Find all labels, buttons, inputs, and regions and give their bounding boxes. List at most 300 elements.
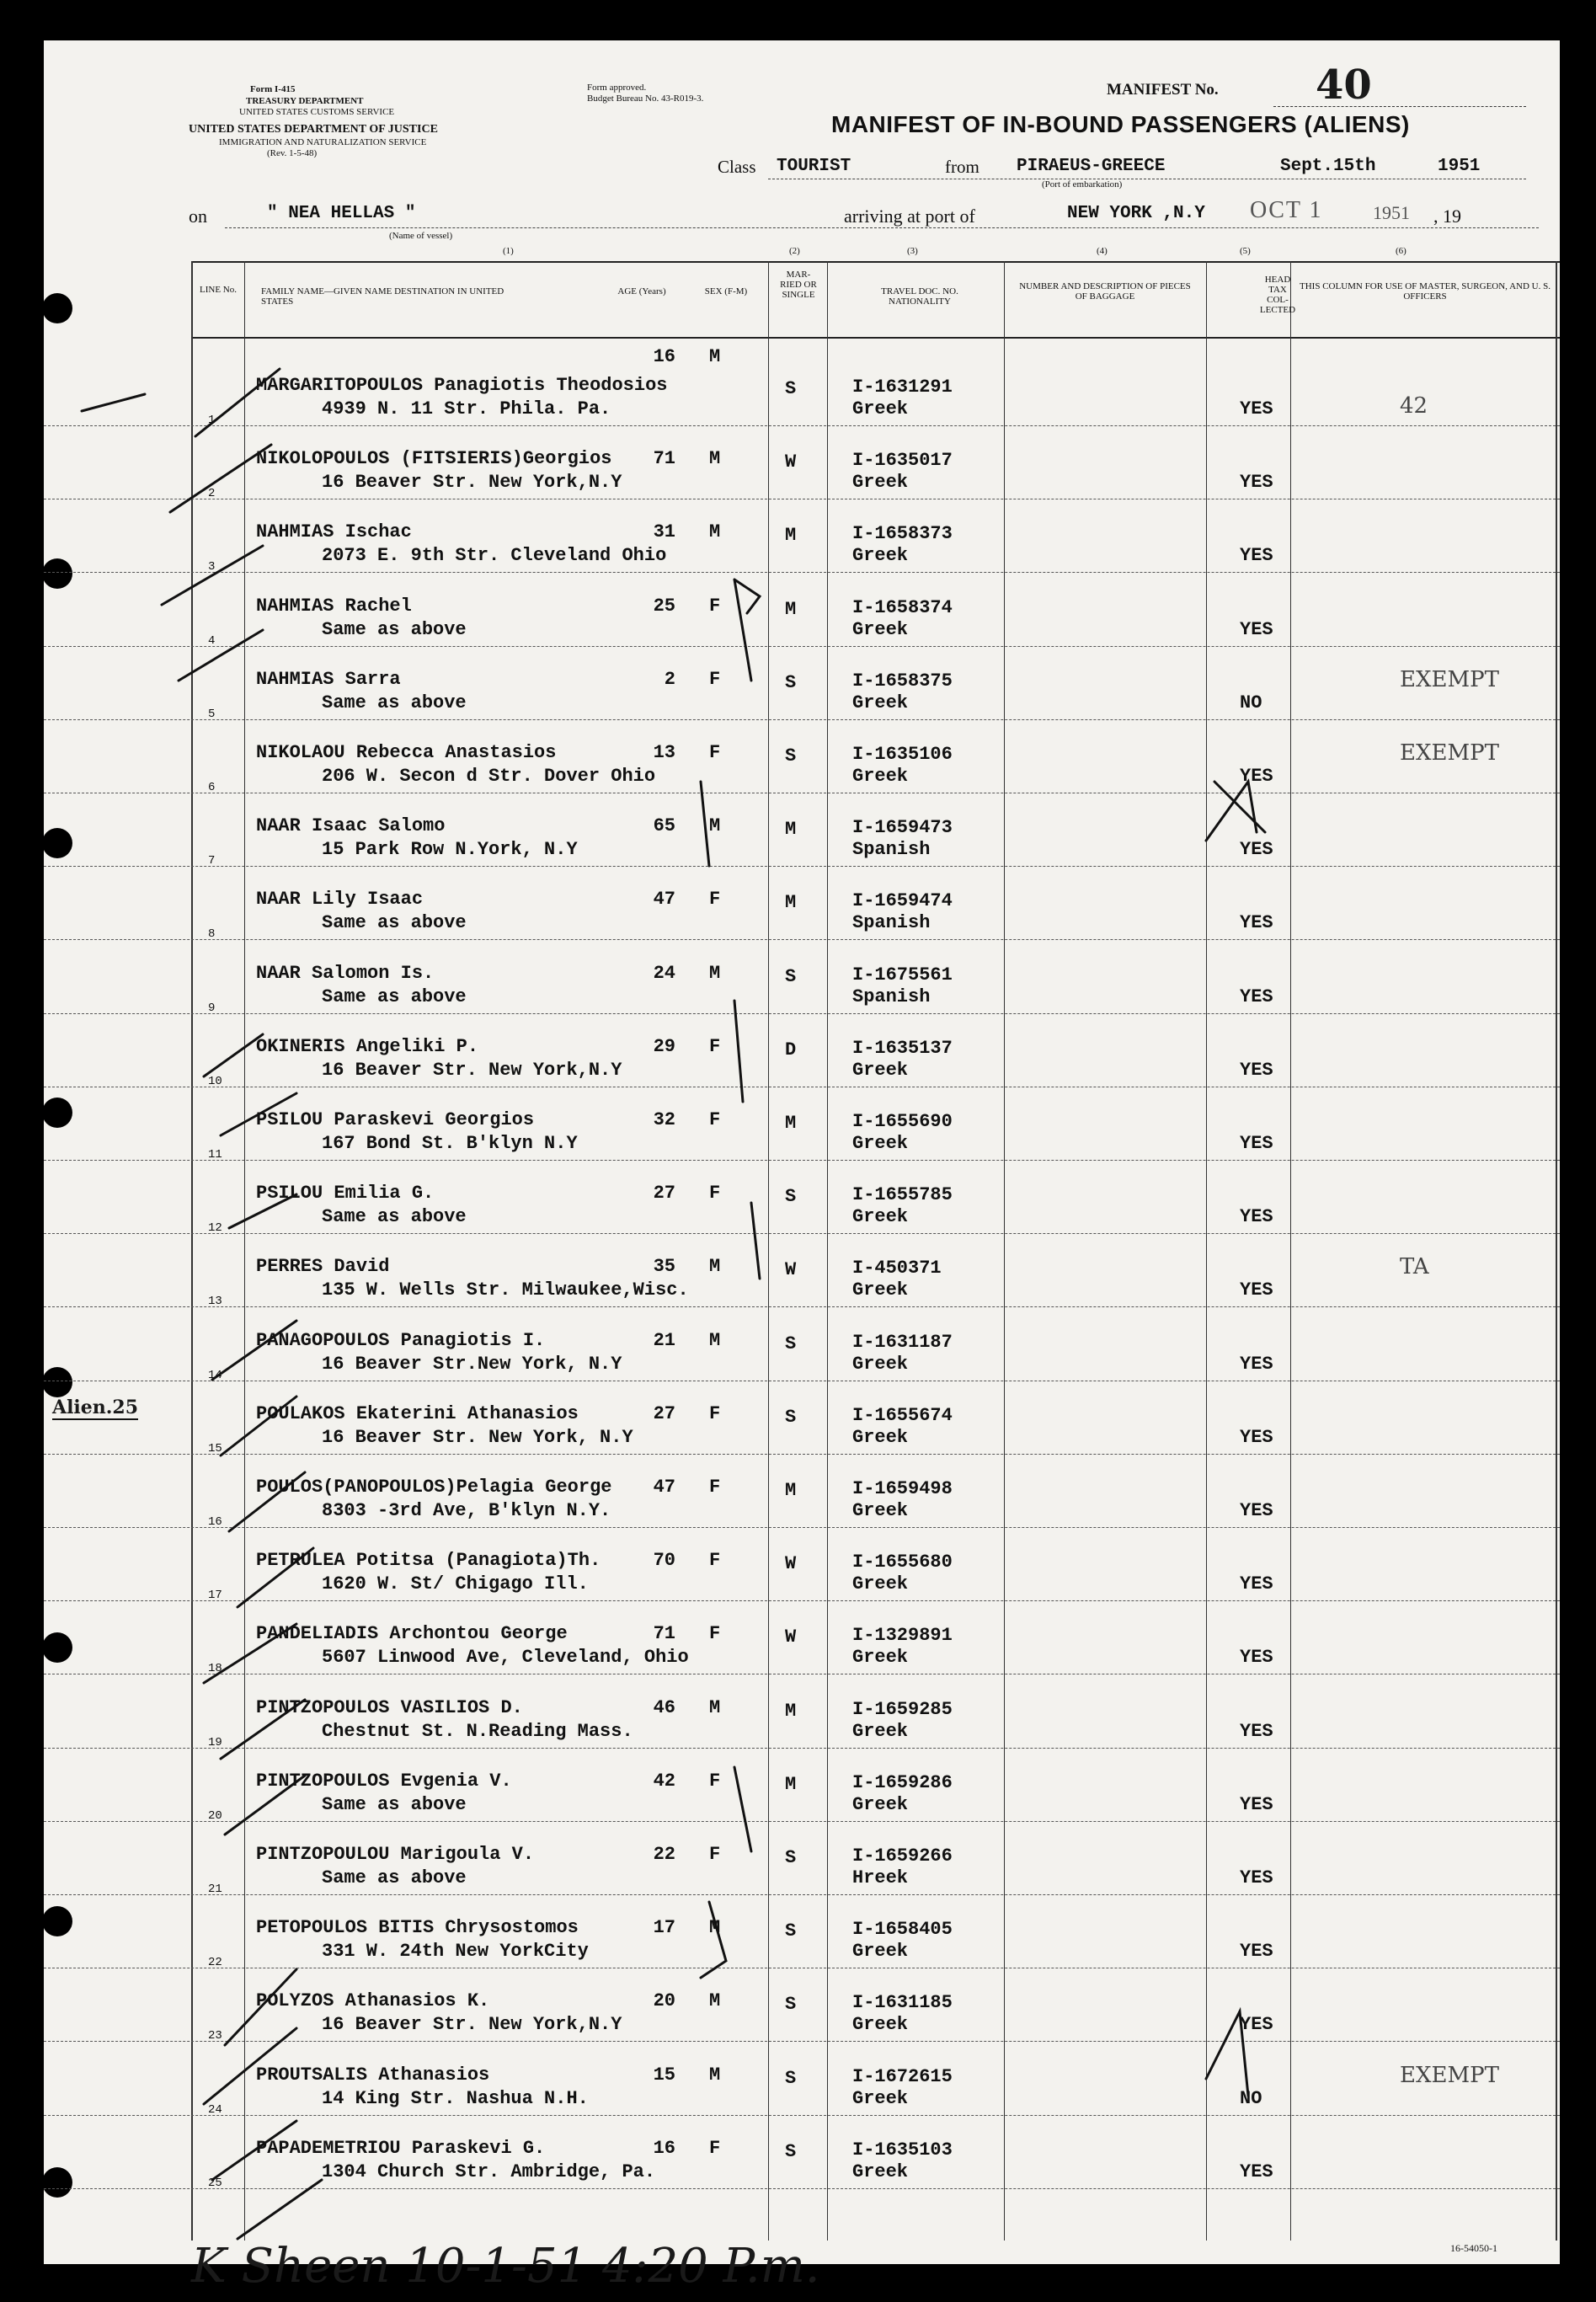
destination: Same as above <box>322 1867 467 1888</box>
passenger-name: NIKOLOPOULOS (FITSIERIS)Georgios <box>256 448 612 470</box>
head-tax: YES <box>1240 1647 1273 1669</box>
alien-count: Alien.25 <box>52 1397 139 1418</box>
nationality: Spanish <box>852 839 931 861</box>
age: 46 <box>653 1696 675 1718</box>
handwritten-checkmarks <box>44 40 1560 2264</box>
official-note: 42 <box>1400 393 1428 419</box>
head-tax: YES <box>1240 1867 1273 1888</box>
manifest-label: MANIFEST No. <box>1107 81 1219 99</box>
head-tax: YES <box>1240 985 1273 1007</box>
sex: F <box>709 1844 721 1865</box>
travel-doc: I-1635017 <box>852 450 953 472</box>
destination: 331 W. 24th New YorkCity <box>322 1941 589 1963</box>
check-mark <box>179 630 263 681</box>
marital-status: M <box>785 1113 797 1134</box>
official-note: EXEMPT <box>1400 666 1499 692</box>
nationality: Greek <box>852 618 909 640</box>
handwritten-bracket <box>734 1001 743 1102</box>
check-mark <box>238 1548 313 1607</box>
arrival-port: NEW YORK ,N.Y <box>1067 204 1205 223</box>
col-num-2: (2) <box>789 246 800 256</box>
travel-doc: I-1659266 <box>852 1845 953 1867</box>
marital-status: M <box>785 819 797 841</box>
nationality: Greek <box>852 2160 909 2182</box>
head-tax: YES <box>1240 1941 1273 1963</box>
check-mark <box>195 369 280 436</box>
sex: F <box>709 1477 721 1498</box>
nationality: Greek <box>852 1353 909 1375</box>
sex: F <box>709 1109 721 1130</box>
header-line-no: LINE No. <box>200 285 237 295</box>
sex: M <box>709 1329 721 1351</box>
check-mark <box>225 1969 296 2045</box>
check-mark <box>221 1093 296 1135</box>
passenger-name: MARGARITOPOULOS Panagiotis Theodosios <box>256 375 668 396</box>
nationality: Greek <box>852 1941 909 1963</box>
destination: Same as above <box>322 692 467 713</box>
marital-status: S <box>785 671 797 693</box>
age: 27 <box>653 1183 675 1204</box>
passenger-name: NAAR Lily Isaac <box>256 889 424 911</box>
destination: 206 W. Secon d Str. Dover Ohio <box>322 766 656 787</box>
dept-ins: IMMIGRATION AND NATURALIZATION SERVICE <box>219 137 427 147</box>
travel-doc: I-1658375 <box>852 670 953 692</box>
line-number: 21 <box>208 1883 222 1896</box>
marital-status: S <box>785 1333 797 1354</box>
head-tax: YES <box>1240 1279 1273 1301</box>
departure-date: Sept.15th <box>1280 157 1376 176</box>
check-mark <box>229 1472 305 1531</box>
age: 35 <box>653 1256 675 1278</box>
marital-status: M <box>785 892 797 914</box>
sex: M <box>709 2064 721 2086</box>
sex: F <box>709 668 721 690</box>
sex: M <box>709 1256 721 1278</box>
travel-doc: I-1635137 <box>852 1037 953 1059</box>
age: 70 <box>653 1550 675 1572</box>
form-footer-code: 16-54050-1 <box>1450 2242 1497 2254</box>
marital-status: S <box>785 2140 797 2162</box>
passenger-name: PETRULEA Potitsa (Panagiota)Th. <box>256 1550 601 1572</box>
age: 42 <box>653 1770 675 1792</box>
marital-status: M <box>785 525 797 547</box>
destination: 1620 W. St/ Chigago Ill. <box>322 1573 589 1595</box>
line-number: 13 <box>208 1295 222 1309</box>
nationality: Greek <box>852 1500 909 1521</box>
age: 21 <box>653 1329 675 1351</box>
nationality: Greek <box>852 545 909 567</box>
travel-doc: I-1655674 <box>852 1404 953 1426</box>
dept-justice: UNITED STATES DEPARTMENT OF JUSTICE <box>189 123 438 136</box>
age: 24 <box>653 962 675 984</box>
line-number: 11 <box>208 1148 222 1162</box>
age: 25 <box>653 595 675 617</box>
sex: F <box>709 889 721 911</box>
travel-doc: I-1655690 <box>852 1111 953 1132</box>
head-tax: YES <box>1240 1133 1273 1154</box>
head-tax: YES <box>1240 545 1273 567</box>
passenger-name: NAAR Salomon Is. <box>256 962 435 984</box>
check-mark <box>225 1776 305 1835</box>
head-tax: YES <box>1240 1353 1273 1375</box>
line-number: 19 <box>208 1735 222 1749</box>
nationality: Greek <box>852 472 909 494</box>
travel-doc: I-1675561 <box>852 964 953 985</box>
marital-status: S <box>785 2067 797 2089</box>
passenger-name: PSILOU Emilia G. <box>256 1183 435 1204</box>
age: 29 <box>653 1035 675 1057</box>
line-number: 2 <box>208 487 216 501</box>
nationality: Greek <box>852 2014 909 2036</box>
age: 15 <box>653 2064 675 2086</box>
age: 16 <box>653 2137 675 2159</box>
nationality: Greek <box>852 2087 909 2109</box>
check-mark <box>221 1397 296 1455</box>
age: 20 <box>653 1990 675 2012</box>
head-tax: YES <box>1240 766 1273 787</box>
line-number: 4 <box>208 633 216 648</box>
passenger-name: NAHMIAS Ischac <box>256 521 412 543</box>
marital-status: W <box>785 451 797 473</box>
handwritten-f <box>734 580 760 681</box>
class-label: Class <box>718 157 756 177</box>
destination: Same as above <box>322 618 467 640</box>
destination: 16 Beaver Str. New York, N.Y <box>322 1426 633 1448</box>
line-number: 25 <box>208 2176 222 2190</box>
passenger-name: POULOS(PANOPOULOS)Pelagia George <box>256 1477 612 1498</box>
travel-doc: I-1659474 <box>852 890 953 912</box>
rev-date: (Rev. 1-5-48) <box>267 148 318 158</box>
travel-doc: I-1655785 <box>852 1184 953 1206</box>
passenger-name: POULAKOS Ekaterini Athanasios <box>256 1402 579 1424</box>
handwritten-bracket <box>701 782 709 866</box>
travel-doc: I-450371 <box>852 1258 942 1279</box>
age: 16 <box>653 346 675 367</box>
sex: M <box>709 448 721 470</box>
tax-mark <box>1214 782 1265 832</box>
sex: F <box>709 1035 721 1057</box>
header-married: MAR- RIED OR SINGLE <box>780 270 817 300</box>
line-number: 24 <box>208 2102 222 2117</box>
sex: M <box>709 1917 721 1939</box>
age: 2 <box>664 668 675 690</box>
check-mark <box>204 1624 296 1683</box>
destination: 16 Beaver Str. New York,N.Y <box>322 2014 622 2036</box>
destination: 4939 N. 11 Str. Phila. Pa. <box>322 398 611 419</box>
marital-status: M <box>785 598 797 620</box>
dept-customs: UNITED STATES CUSTOMS SERVICE <box>239 107 395 117</box>
nationality: Spanish <box>852 912 931 934</box>
age: 47 <box>653 1477 675 1498</box>
marital-status: D <box>785 1039 797 1060</box>
check-mark <box>204 1034 263 1076</box>
destination: Same as above <box>322 1206 467 1228</box>
head-tax: NO <box>1240 692 1262 713</box>
travel-doc: I-1659498 <box>852 1478 953 1499</box>
nationality: Greek <box>852 1793 909 1815</box>
official-note: EXEMPT <box>1400 2062 1499 2088</box>
marital-status: S <box>785 1186 797 1208</box>
nationality: Greek <box>852 1279 909 1301</box>
header-tax: HEAD TAX COL- LECTED <box>1259 275 1296 315</box>
check-mark <box>170 445 271 512</box>
line-number: 10 <box>208 1074 222 1088</box>
nationality: Greek <box>852 1206 909 1228</box>
passenger-name: PETOPOULOS BITIS Chrysostomos <box>256 1917 579 1939</box>
marital-status: M <box>785 1480 797 1501</box>
travel-doc: I-1659286 <box>852 1771 953 1793</box>
header-doc: TRAVEL DOC. NO. NATIONALITY <box>881 286 958 307</box>
head-tax: YES <box>1240 2160 1273 2182</box>
destination: 5607 Linwood Ave, Cleveland, Ohio <box>322 1647 689 1669</box>
destination: 15 Park Row N.York, N.Y <box>322 839 578 861</box>
manifest-page <box>44 40 1560 2294</box>
destination: 1304 Church Str. Ambridge, Pa. <box>322 2160 656 2182</box>
line-number: 9 <box>208 1001 216 1015</box>
destination: Chestnut St. N.Reading Mass. <box>322 1720 633 1742</box>
tax-mark <box>1206 2011 1248 2096</box>
age: 31 <box>653 521 675 543</box>
check-mark <box>229 1194 296 1228</box>
nationality: Greek <box>852 398 909 419</box>
header-officers: THIS COLUMN FOR USE OF MASTER, SURGEON, AND U. S. OFFICERS <box>1300 281 1551 302</box>
marital-status: S <box>785 965 797 987</box>
travel-doc: I-1659285 <box>852 1698 953 1720</box>
vessel-name: " NEA HELLAS " <box>267 204 416 223</box>
age: 22 <box>653 1844 675 1865</box>
line-number: 22 <box>208 1956 222 1970</box>
header-age: AGE (Years) <box>617 286 666 296</box>
marital-status: S <box>785 1994 797 2016</box>
passenger-name: PINTZOPOULOS Evgenia V. <box>256 1770 512 1792</box>
destination: 14 King Str. Nashua N.H. <box>322 2087 589 2109</box>
col-num-4: (4) <box>1097 246 1108 256</box>
destination: 16 Beaver Str. New York,N.Y <box>322 1059 622 1081</box>
check-mark <box>212 1321 296 1380</box>
age: 65 <box>653 815 675 837</box>
sex: F <box>709 742 721 763</box>
sex: M <box>709 1990 721 2012</box>
nationality: Greek <box>852 1059 909 1081</box>
from-label: from <box>945 157 979 177</box>
head-tax: YES <box>1240 1573 1273 1595</box>
passenger-name: OKINERIS Angeliki P. <box>256 1035 479 1057</box>
marital-status: W <box>785 1553 797 1575</box>
check-mark <box>162 546 263 605</box>
form-approved: Form approved. <box>587 83 647 93</box>
passenger-name: NAAR Isaac Salomo <box>256 815 446 837</box>
travel-doc: I-1658373 <box>852 523 953 545</box>
header-sex: SEX (F-M) <box>704 286 748 296</box>
handwritten-f <box>751 1203 760 1279</box>
passenger-name: PANDELIADIS Archontou George <box>256 1623 568 1645</box>
marital-status: M <box>785 1700 797 1722</box>
official-note: EXEMPT <box>1400 740 1499 766</box>
form-id: Form I-415 <box>250 84 296 94</box>
destination: 16 Beaver Str. New York,N.Y <box>322 472 622 494</box>
tax-mark <box>1206 782 1257 841</box>
sex: F <box>709 1183 721 1204</box>
marital-status: S <box>785 1920 797 1942</box>
passenger-name: PROUTSALIS Athanasios <box>256 2064 490 2086</box>
nationality: Hreek <box>852 1867 909 1888</box>
passenger-name: NIKOLAOU Rebecca Anastasios <box>256 742 557 763</box>
destination: Same as above <box>322 912 467 934</box>
head-tax: YES <box>1240 618 1273 640</box>
on-label: on <box>189 206 207 227</box>
age: 27 <box>653 1402 675 1424</box>
passenger-name: NAHMIAS Rachel <box>256 595 412 617</box>
check-mark <box>212 2121 296 2180</box>
destination: Same as above <box>322 1793 467 1815</box>
sex: M <box>709 346 721 367</box>
manifest-title: MANIFEST OF IN-BOUND PASSENGERS (ALIENS) <box>831 111 1410 137</box>
marital-status: S <box>785 1406 797 1428</box>
class-value: TOURIST <box>777 157 851 176</box>
passenger-name: PSILOU Paraskevi Georgios <box>256 1109 535 1130</box>
nationality: Greek <box>852 1647 909 1669</box>
passenger-name: PINTZOPOULOS VASILIOS D. <box>256 1696 523 1718</box>
sex: M <box>709 815 721 837</box>
header-baggage: NUMBER AND DESCRIPTION OF PIECES OF BAGGAGE <box>1019 281 1191 302</box>
head-tax: YES <box>1240 839 1273 861</box>
passenger-name: PINTZOPOULOU Marigoula V. <box>256 1844 535 1865</box>
destination: 16 Beaver Str.New York, N.Y <box>322 1353 622 1375</box>
arrival-stamp-year: 1951 <box>1373 202 1410 223</box>
travel-doc: I-1631185 <box>852 1992 953 2014</box>
nationality: Greek <box>852 766 909 787</box>
line-number: 6 <box>208 781 216 794</box>
age: 71 <box>653 448 675 470</box>
head-tax: YES <box>1240 1206 1273 1228</box>
vessel-note: (Name of vessel) <box>389 231 453 241</box>
check-mark <box>204 2028 296 2104</box>
dept-treasury: TREASURY DEPARTMENT <box>246 96 364 106</box>
line-number: 15 <box>208 1441 222 1455</box>
travel-doc: I-1631291 <box>852 377 953 398</box>
head-tax: YES <box>1240 1500 1273 1521</box>
head-tax: YES <box>1240 1059 1273 1081</box>
marital-status: W <box>785 1259 797 1281</box>
official-note: TA <box>1400 1254 1429 1280</box>
travel-doc: I-1658405 <box>852 1919 953 1941</box>
sex: F <box>709 1770 721 1792</box>
marital-status: S <box>785 745 797 766</box>
inspector-signature: K Sheen 10-1-51 4:20 P.m. <box>191 2239 820 2294</box>
marital-status: W <box>785 1626 797 1648</box>
port-embarkation-note: (Port of embarkation) <box>1042 179 1123 190</box>
destination: 167 Bond St. B'klyn N.Y <box>322 1133 578 1154</box>
line-number: 18 <box>208 1662 222 1676</box>
line-number: 14 <box>208 1368 222 1382</box>
nationality: Greek <box>852 1426 909 1448</box>
arriving-label: arriving at port of <box>844 206 975 227</box>
head-tax: NO <box>1240 2087 1262 2109</box>
passenger-name: PERRES David <box>256 1256 390 1278</box>
line-number: 23 <box>208 2029 222 2043</box>
travel-doc: I-1659473 <box>852 817 953 839</box>
line-number: 3 <box>208 560 216 574</box>
destination: 8303 -3rd Ave, B'klyn N.Y. <box>322 1500 611 1521</box>
age: 47 <box>653 889 675 911</box>
line-number: 1 <box>208 414 216 427</box>
manifest-number: 40 <box>1316 61 1372 109</box>
line-number: 7 <box>208 854 216 868</box>
passenger-name: PAPADEMETRIOU Paraskevi G. <box>256 2137 546 2159</box>
sex: F <box>709 595 721 617</box>
col-num-6: (6) <box>1396 246 1407 256</box>
line-number: 5 <box>208 707 216 721</box>
sex: F <box>709 1402 721 1424</box>
marital-status: S <box>785 378 797 399</box>
travel-doc: I-1635103 <box>852 2139 953 2160</box>
sex: M <box>709 521 721 543</box>
sex: F <box>709 1623 721 1645</box>
head-tax: YES <box>1240 398 1273 419</box>
destination: 2073 E. 9th Str. Cleveland Ohio <box>322 545 667 567</box>
strike-mark <box>82 394 145 411</box>
age: 32 <box>653 1109 675 1130</box>
sex: M <box>709 962 721 984</box>
col-num-3: (3) <box>907 246 918 256</box>
passenger-name: PANAGOPOULOS Panagiotis I. <box>256 1329 546 1351</box>
head-tax: YES <box>1240 1793 1273 1815</box>
passenger-name: POLYZOS Athanasios K. <box>256 1990 490 2012</box>
handwritten-bracket <box>734 1767 751 1851</box>
passenger-name: NAHMIAS Sarra <box>256 668 401 690</box>
header-name: FAMILY NAME—GIVEN NAME DESTINATION IN UNITED STATES <box>261 286 504 307</box>
destination: 135 W. Wells Str. Milwaukee,Wisc. <box>322 1279 689 1301</box>
head-tax: YES <box>1240 1426 1273 1448</box>
nationality: Greek <box>852 1133 909 1154</box>
line-number: 17 <box>208 1589 222 1603</box>
sex: F <box>709 2137 721 2159</box>
line-number: 16 <box>208 1515 222 1529</box>
line-number: 12 <box>208 1221 222 1236</box>
nationality: Greek <box>852 1720 909 1742</box>
travel-doc: I-1635106 <box>852 744 953 765</box>
marital-status: S <box>785 1847 797 1868</box>
head-tax: YES <box>1240 912 1273 934</box>
travel-doc: I-1631187 <box>852 1331 953 1353</box>
year-prefix: , 19 <box>1433 206 1461 227</box>
from-value: PIRAEUS-GREECE <box>1017 157 1166 176</box>
head-tax: YES <box>1240 472 1273 494</box>
age: 71 <box>653 1623 675 1645</box>
head-tax: YES <box>1240 1720 1273 1742</box>
check-mark <box>238 2180 322 2239</box>
check-mark <box>221 1700 305 1759</box>
nationality: Greek <box>852 692 909 713</box>
col-num-1: (1) <box>503 246 514 256</box>
travel-doc: I-1672615 <box>852 2065 953 2087</box>
travel-doc: I-1329891 <box>852 1625 953 1647</box>
sex: F <box>709 1550 721 1572</box>
handwritten-d <box>701 1902 726 1978</box>
age: 17 <box>653 1917 675 1939</box>
line-number: 20 <box>208 1808 222 1823</box>
age: 13 <box>653 742 675 763</box>
arrival-stamp: OCT 1 <box>1250 197 1323 223</box>
travel-doc: I-1658374 <box>852 596 953 618</box>
marital-status: M <box>785 1773 797 1795</box>
col-num-5: (5) <box>1240 246 1251 256</box>
budget-bureau: Budget Bureau No. 43-R019-3. <box>587 93 704 104</box>
nationality: Spanish <box>852 985 931 1007</box>
destination: Same as above <box>322 985 467 1007</box>
line-number: 8 <box>208 927 216 942</box>
head-tax: YES <box>1240 2014 1273 2036</box>
